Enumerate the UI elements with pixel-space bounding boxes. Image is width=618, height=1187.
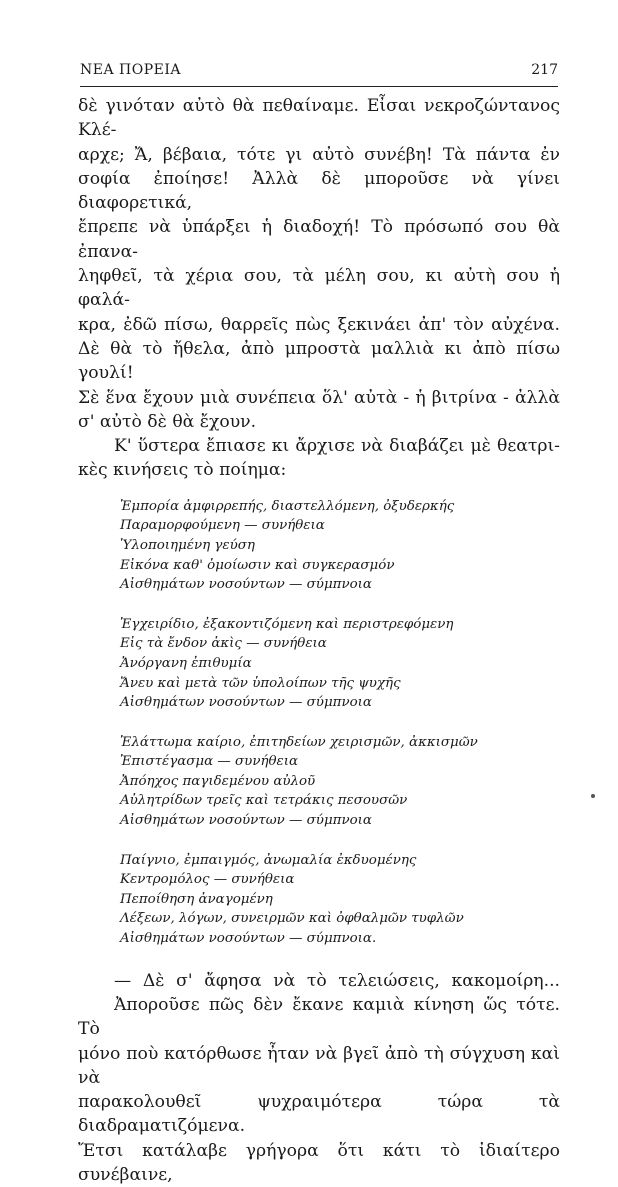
poem-line: Ἀνόργανη ἐπιθυμία — [120, 655, 252, 671]
poem-line: Κεντρομόλος — συνήθεια — [120, 872, 295, 888]
poem-line: Παραμορφούμενη — συνήθεια — [120, 518, 325, 534]
ink-speck — [591, 794, 595, 798]
text-line: Δὲ θὰ τὸ ἤθελα, ἀπὸ μπροστὰ μαλλιὰ κι ἀπὸ πίσω γουλί! — [78, 338, 560, 384]
text-line: ἔπρεπε νὰ ὑπάρξει ἡ διαδοχή! Τὸ πρόσωπό σου θὰ ἐπανα- — [78, 217, 560, 262]
text-line: σοφία ἐποίησε! Ἀλλὰ δὲ μποροῦσε νὰ γίνει διαφορετικά, — [78, 168, 560, 214]
text-line: σ' αὐτὸ δὲ θὰ ἔχουν. — [78, 411, 257, 432]
poem-line: Αἰσθημάτων νοσούντων — σύμπνοια. — [120, 931, 377, 947]
text-line: ληφθεῖ, τὰ χέρια σου, τὰ μέλη σου, κι αὐτὴ σου ἡ φαλά- — [78, 266, 560, 311]
text-line: κρα, ἐδῶ πίσω, θαρρεῖς πὼς ξεκινάει ἀπ' τὸν αὐχένα. — [78, 314, 560, 335]
text-line: δὲ γινόταν αὐτὸ θὰ πεθαίναμε. Εἶσαι νεκροζώντανος Κλέ- — [78, 96, 560, 141]
poem-line: Αἰσθημάτων νοσούντων — σύμπνοια — [120, 813, 372, 829]
poem-line: Ἀπόηχος παγιδεμένου αὐλοῦ — [120, 773, 316, 789]
poem-line: Αἰσθημάτων νοσούντων — σύμπνοια — [120, 577, 372, 593]
poem-line: Αἰσθημάτων νοσούντων — σύμπνοια — [120, 695, 372, 711]
page-number: 217 — [531, 62, 558, 78]
poem-line: Ἐγχειρίδιο, ἐξακοντιζόμενη καὶ περιστρεφόμενη — [120, 616, 454, 632]
text-line: Ἀποροῦσε πῶς δὲν ἔκανε καμιὰ κίνηση ὥς τότε. Τὸ — [78, 994, 560, 1040]
poem-line: Εἰς τὰ ἔνδον ἀκὶς — συνήθεια — [120, 636, 327, 652]
page-header — [80, 60, 558, 87]
prose-paragraph-1 — [78, 94, 560, 434]
prose-paragraph-2 — [78, 434, 560, 483]
poem-stanza-2 — [120, 615, 560, 713]
poem-line: Ἄνευ καὶ μετὰ τῶν ὑπολοίπων τῆς ψυχῆς — [120, 675, 401, 691]
poem-line: Πεποίθηση ἀναγομένη — [120, 891, 273, 907]
poem-line: Αὐλητρίδων τρεῖς καὶ τετράκις πεσουσῶν — [120, 793, 408, 809]
running-head: ΝΕΑ ΠΟΡΕΙΑ — [80, 62, 181, 78]
text-line: Σὲ ἕνα ἔχουν μιὰ συνέπεια ὅλ' αὐτὰ - ἡ βιτρίνα - ἀλλὰ — [78, 387, 560, 408]
poem-stanza-4 — [120, 851, 560, 949]
poem-line: Λέξεων, λόγων, συνειρμῶν καὶ ὀφθαλμῶν τυφλῶν — [120, 911, 464, 927]
poem-stanza-3 — [120, 733, 560, 831]
body-text — [78, 94, 560, 1187]
text-line: παρακολουθεῖ ψυχραιμότερα τώρα τὰ διαδραματιζόμενα. — [78, 1092, 560, 1137]
closing-paragraphs — [78, 969, 560, 1187]
poem-line: Εἰκόνα καθ' ὁμοίωσιν καὶ συγκερασμόν — [120, 557, 395, 573]
poem-stanza-1 — [120, 497, 560, 595]
text-line: Κ' ὕστερα ἔπιασε κι ἄρχισε νὰ διαβάζει μὲ θεατρι- — [114, 436, 560, 457]
poem-line: Ἐλάττωμα καίριο, ἐπιτηδείων χειρισμῶν, ἀκκισμῶν — [120, 734, 478, 750]
poem-line: Παίγνιο, ἐμπαιγμός, ἀνωμαλία ἐκδυομένης — [120, 852, 417, 868]
poem-line: Ἐπιστέγασμα — συνήθεια — [120, 754, 299, 770]
poem-line: Ἐμπορία ἀμφιρρεπής, διαστελλόμενη, ὀξυδερκής — [120, 498, 455, 514]
text-line: αρχε; Ἄ, βέβαια, τότε γι αὐτὸ συνέβη! Τὰ πάντα ἐν — [78, 144, 560, 165]
poem-line: Ὑλοποιημένη γεύση — [120, 537, 255, 553]
text-line: μόνο ποὺ κατόρθωσε ἦταν νὰ βγεῖ ἀπὸ τὴ σύγχυση καὶ νὰ — [78, 1043, 560, 1088]
text-line: Ἔτσι κατάλαβε γρήγορα ὅτι κάτι τὸ ἰδιαίτερο συνέβαινε, — [78, 1140, 560, 1185]
text-line: κὲς κινήσεις τὸ ποίημα: — [78, 460, 287, 481]
dialogue-line: — Δὲ σ' ἄφησα νὰ τὸ τελειώσεις, κακομοίρη... — [114, 970, 560, 991]
poem — [120, 497, 560, 949]
